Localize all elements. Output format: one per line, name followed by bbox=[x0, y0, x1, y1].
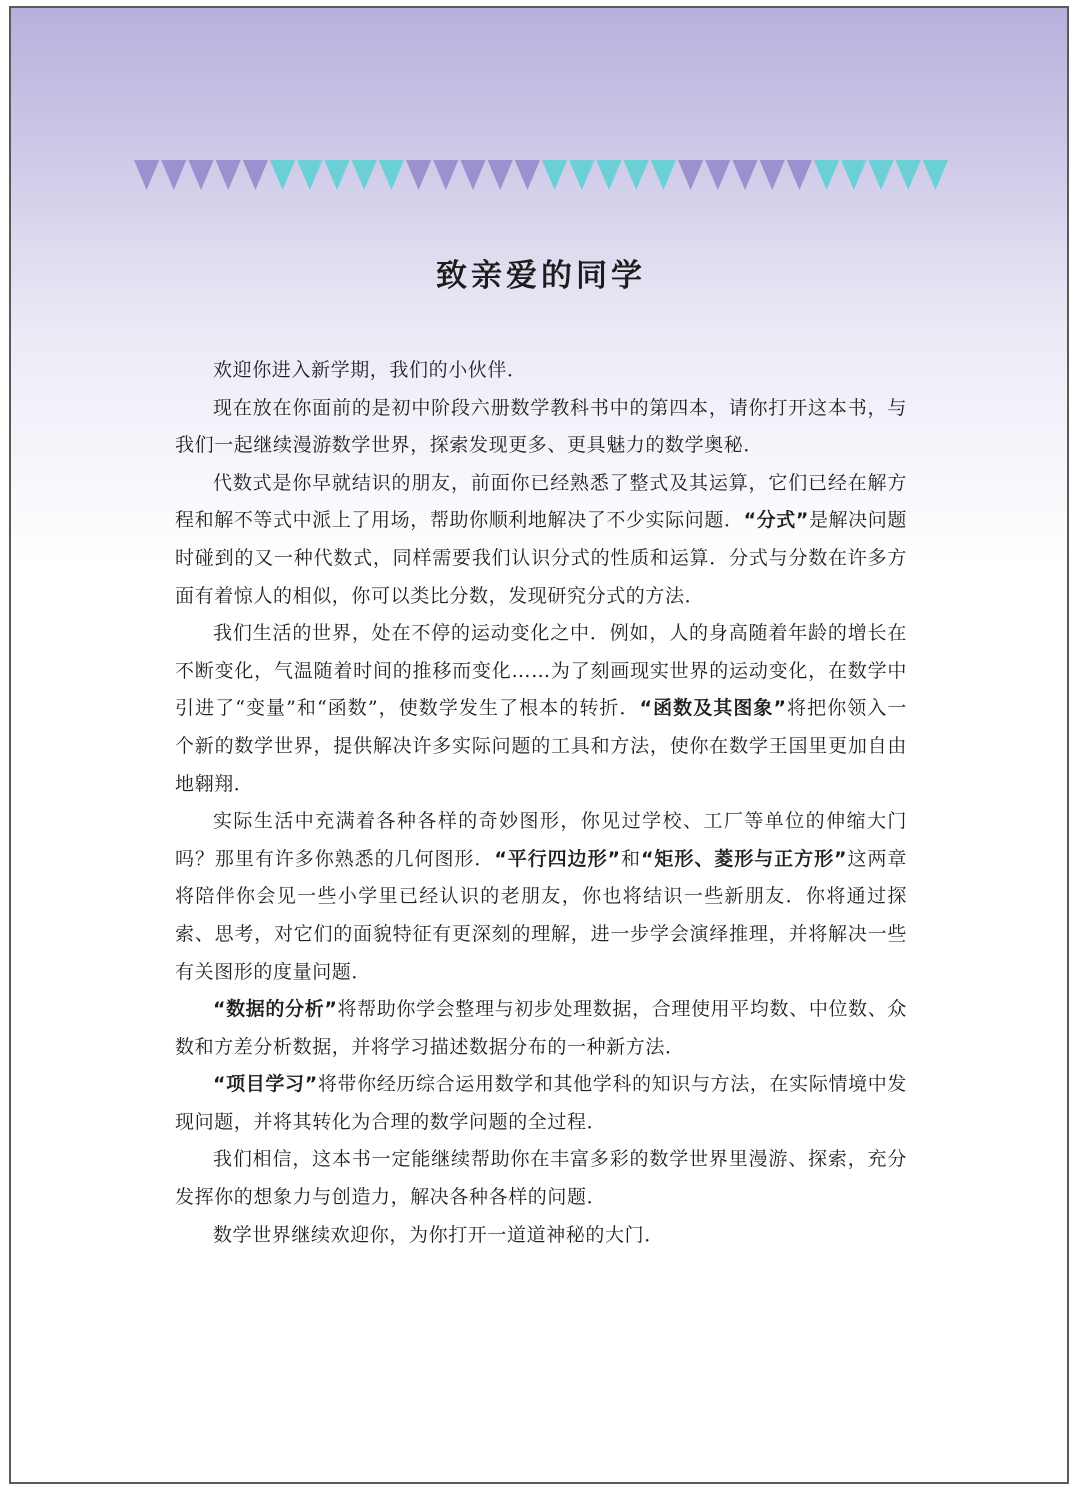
bunting-flag bbox=[841, 160, 866, 190]
bunting-flag bbox=[624, 160, 649, 190]
bunting-flag bbox=[787, 160, 812, 190]
bunting-flag bbox=[324, 160, 349, 190]
bunting-flag bbox=[732, 160, 757, 190]
bunting-flag bbox=[433, 160, 458, 190]
bunting-flag bbox=[569, 160, 594, 190]
chapter-parallelogram: “平行四边形” bbox=[494, 847, 621, 870]
bunting-flag bbox=[188, 160, 213, 190]
bunting-flag bbox=[896, 160, 921, 190]
paragraph-functions: 我们生活的世界，处在不停的运动变化之中．例如，人的身高随着年龄的增长在不断变化，气温随着时间的推移而变化……为了刻画现实世界的运动变化，在数学中引进了“变量”和“函数”，使数学发生了根本的转折．“函数及其图象”将把你领入一个新的数学世界，提供解决许多实际问题的工具和方法，使你在数学王国里更加自由地翱翔． bbox=[175, 622, 907, 795]
bunting-flag bbox=[270, 160, 295, 190]
paragraph-geometry: 实际生活中充满着各种各样的奇妙图形，你见过学校、工厂等单位的伸缩大门吗？那里有许多你熟悉的几何图形．“平行四边形”和“矩形、菱形与正方形”这两章将陪伴你会见一些小学里已经认识的老朋友，你也将结识一些新朋友．你将通过探索、思考，对它们的面貌特征有更深刻的理解，进一步学会演绎推理，并将解决一些有关图形的度量问题． bbox=[175, 810, 907, 983]
bunting-flag bbox=[596, 160, 621, 190]
paragraph-fractions: 代数式是你早就结识的朋友，前面你已经熟悉了整式及其运算，它们已经在解方程和解不等式中派上了用场，帮助你顺利地解决了不少实际问题．“分式”是解决问题时碰到的又一种代数式，同样需要我们认识分式的性质和运算．分式与分数在许多方面有着惊人的相似，你可以类比分数，发现研究分式的方法． bbox=[175, 471, 907, 607]
paragraph-data: “数据的分析”将帮助你学会整理与初步处理数据，合理使用平均数、中位数、众数和方差分析数据，并将学习描述数据分布的一种新方法． bbox=[175, 998, 907, 1058]
letter-body bbox=[175, 352, 907, 1254]
chapter-rectangle-rhombus-square: “矩形、菱形与正方形” bbox=[640, 847, 848, 870]
paragraph-closing: 数学世界继续欢迎你，为你打开一道道神秘的大门． bbox=[213, 1223, 664, 1246]
bunting-flag bbox=[814, 160, 839, 190]
paragraph-project: “项目学习”将带你经历综合运用数学和其他学科的知识与方法，在实际情境中发现问题，并将其转化为合理的数学问题的全过程． bbox=[175, 1073, 907, 1133]
bunting-flag bbox=[542, 160, 567, 190]
bunting-banner bbox=[133, 160, 949, 192]
bunting-flag bbox=[705, 160, 730, 190]
paragraph-belief: 我们相信，这本书一定能继续帮助你在丰富多彩的数学世界里漫游、探索，充分发挥你的想象力与创造力，解决各种各样的问题． bbox=[175, 1148, 907, 1209]
chapter-project-learning: “项目学习” bbox=[213, 1073, 318, 1096]
bunting-flag bbox=[868, 160, 893, 190]
paragraph-welcome: 欢迎你进入新学期，我们的小伙伴． bbox=[213, 359, 527, 381]
bunting-flag bbox=[406, 160, 431, 190]
bunting-flag bbox=[923, 160, 948, 190]
bunting-flag bbox=[760, 160, 785, 190]
bunting-flag bbox=[379, 160, 404, 190]
bunting-flag bbox=[216, 160, 241, 190]
page-title: 致亲爱的同学 bbox=[436, 258, 646, 294]
paragraph-intro: 现在放在你面前的是初中阶段六册数学教科书中的第四本，请你打开这本书，与我们一起继续漫游数学世界，探索发现更多、更具魅力的数学奥秘． bbox=[175, 396, 907, 457]
bunting-flag bbox=[678, 160, 703, 190]
bunting-flag bbox=[352, 160, 377, 190]
bunting-flag bbox=[488, 160, 513, 190]
bunting-flag bbox=[161, 160, 186, 190]
bunting-flag bbox=[297, 160, 322, 190]
chapter-functions: “函数及其图象” bbox=[639, 697, 787, 720]
chapter-data-analysis: “数据的分析” bbox=[213, 998, 338, 1021]
chapter-fractions: “分式” bbox=[743, 509, 809, 532]
bunting-flag bbox=[460, 160, 485, 190]
page bbox=[9, 6, 1069, 1484]
bunting-flag bbox=[243, 160, 268, 190]
bunting-flag bbox=[651, 160, 676, 190]
bunting-flag bbox=[134, 160, 159, 190]
bunting-flag bbox=[515, 160, 540, 190]
